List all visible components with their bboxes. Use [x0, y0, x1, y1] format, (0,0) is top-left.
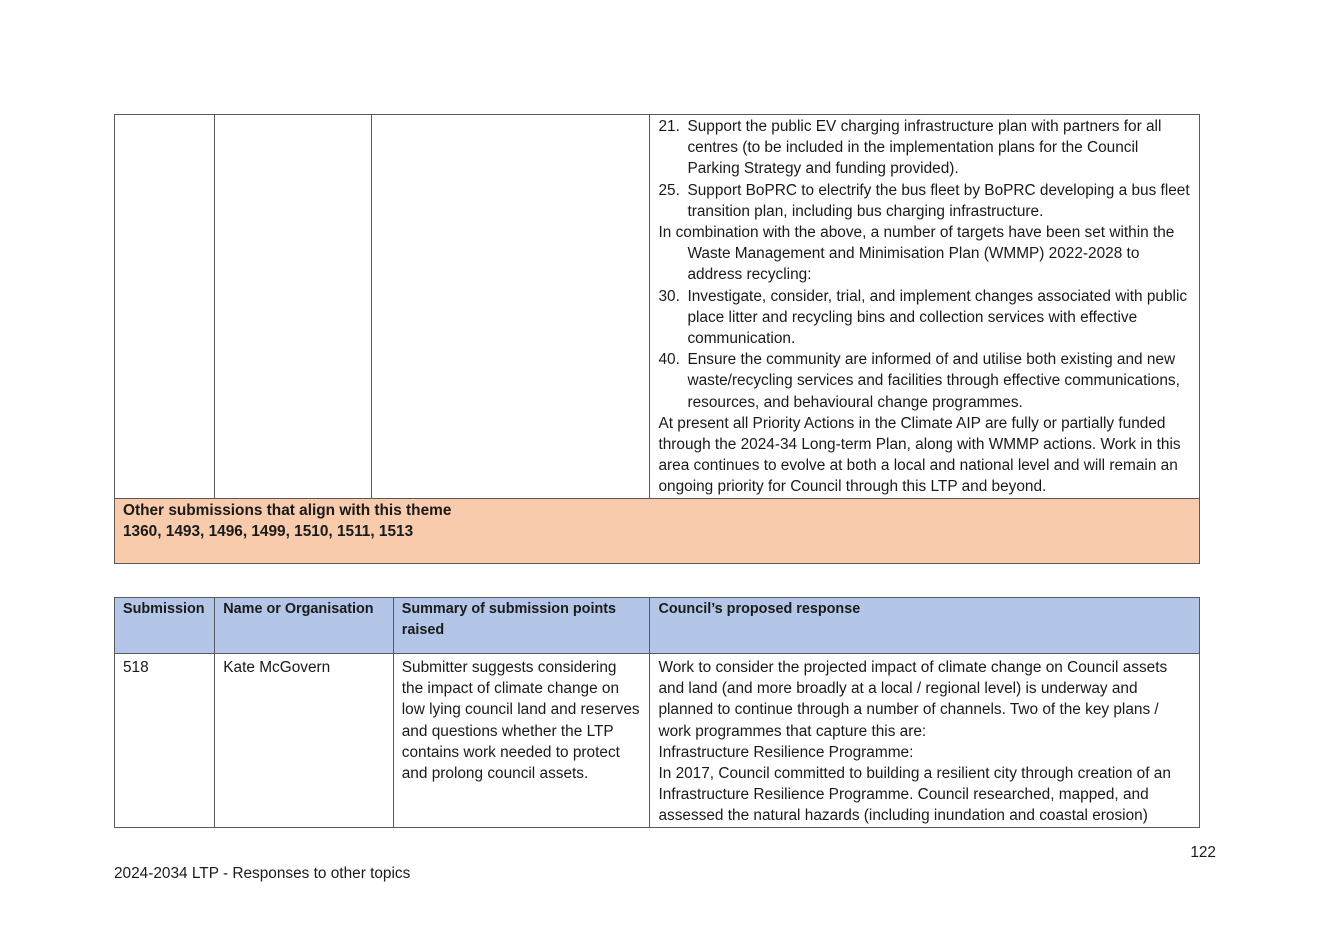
page-number: 122 [1190, 844, 1216, 861]
other-submissions-cell [115, 498, 1200, 563]
hanging-paragraph: In combination with the above, a number of targets have been set within the Waste Management and Minimisation Plan (WMMP) 2022-2028 to address recycling: [658, 224, 1175, 284]
summary-cell [371, 115, 650, 499]
numbered-item: 25. Support BoPRC to electrify the bus fleet by BoPRC developing a bus fleet transition plan, including bus charging infrastructure. [658, 181, 1190, 220]
closing-paragraph: At present all Priority Actions in the Climate AIP are fully or partially funded through the 2024-34 Long-term Plan, along with WMMP actions. Work in this area continues to evolve at both a local and national level and will remain an ongoing priority for Council through this LTP and beyond. [658, 414, 1181, 496]
response-subheading: Infrastructure Resilience Programme: [658, 743, 914, 761]
council-response [650, 654, 1200, 828]
table-row [115, 654, 1200, 828]
header-response: Council’s proposed response [650, 598, 1200, 654]
submission-summary: Submitter suggests considering the impact of climate change on low lying council land and reserves and questions whether the LTP contains work needed to protect and prolong council assets. [393, 654, 650, 828]
numbered-item: 30. Investigate, consider, trial, and implement changes associated with public place litter and recycling bins and collection services with effective communication. [658, 287, 1188, 348]
numbered-item: 21. Support the public EV charging infrastructure plan with partners for all centres (to be included in the implementation plans for the Council Parking Strategy and funding provided). [658, 118, 1162, 178]
other-submissions-heading: Other submissions that align with this theme [123, 501, 452, 519]
numbered-item: 40. Ensure the community are informed of and utilise both existing and new waste/recycling services and facilities through effective communications, resources, and behavioural change programmes. [658, 351, 1180, 411]
submitter-name: Kate McGovern [215, 654, 393, 828]
header-name: Name or Organisation [215, 598, 393, 654]
header-submission: Submission [115, 598, 215, 654]
other-submissions-row [115, 498, 1200, 563]
response-paragraph: In 2017, Council committed to building a resilient city through creation of an Infrastructure Resilience Programme. Council researched, mapped, and assessed the natural hazards (including inundation and coastal erosion) [658, 765, 1171, 825]
continued-response-table [114, 114, 1200, 564]
header-summary: Summary of submission points raised [393, 598, 650, 654]
submission-cell [115, 115, 215, 499]
footer-document-title: 2024-2034 LTP - Responses to other topics [114, 865, 411, 882]
name-cell [215, 115, 371, 499]
table-row [115, 115, 1200, 499]
table-header-row [115, 598, 1200, 654]
other-submissions-ids: 1360, 1493, 1496, 1499, 1510, 1511, 1513 [123, 522, 414, 540]
response-cell [650, 115, 1200, 499]
submission-number: 518 [115, 654, 215, 828]
response-paragraph: Work to consider the projected impact of climate change on Council assets and land (and more broadly at a local / regional level) is underway and planned to continue through a number of channels. Two of the key plans / work programmes that capture this are: [658, 659, 1168, 740]
submissions-table [114, 597, 1200, 828]
